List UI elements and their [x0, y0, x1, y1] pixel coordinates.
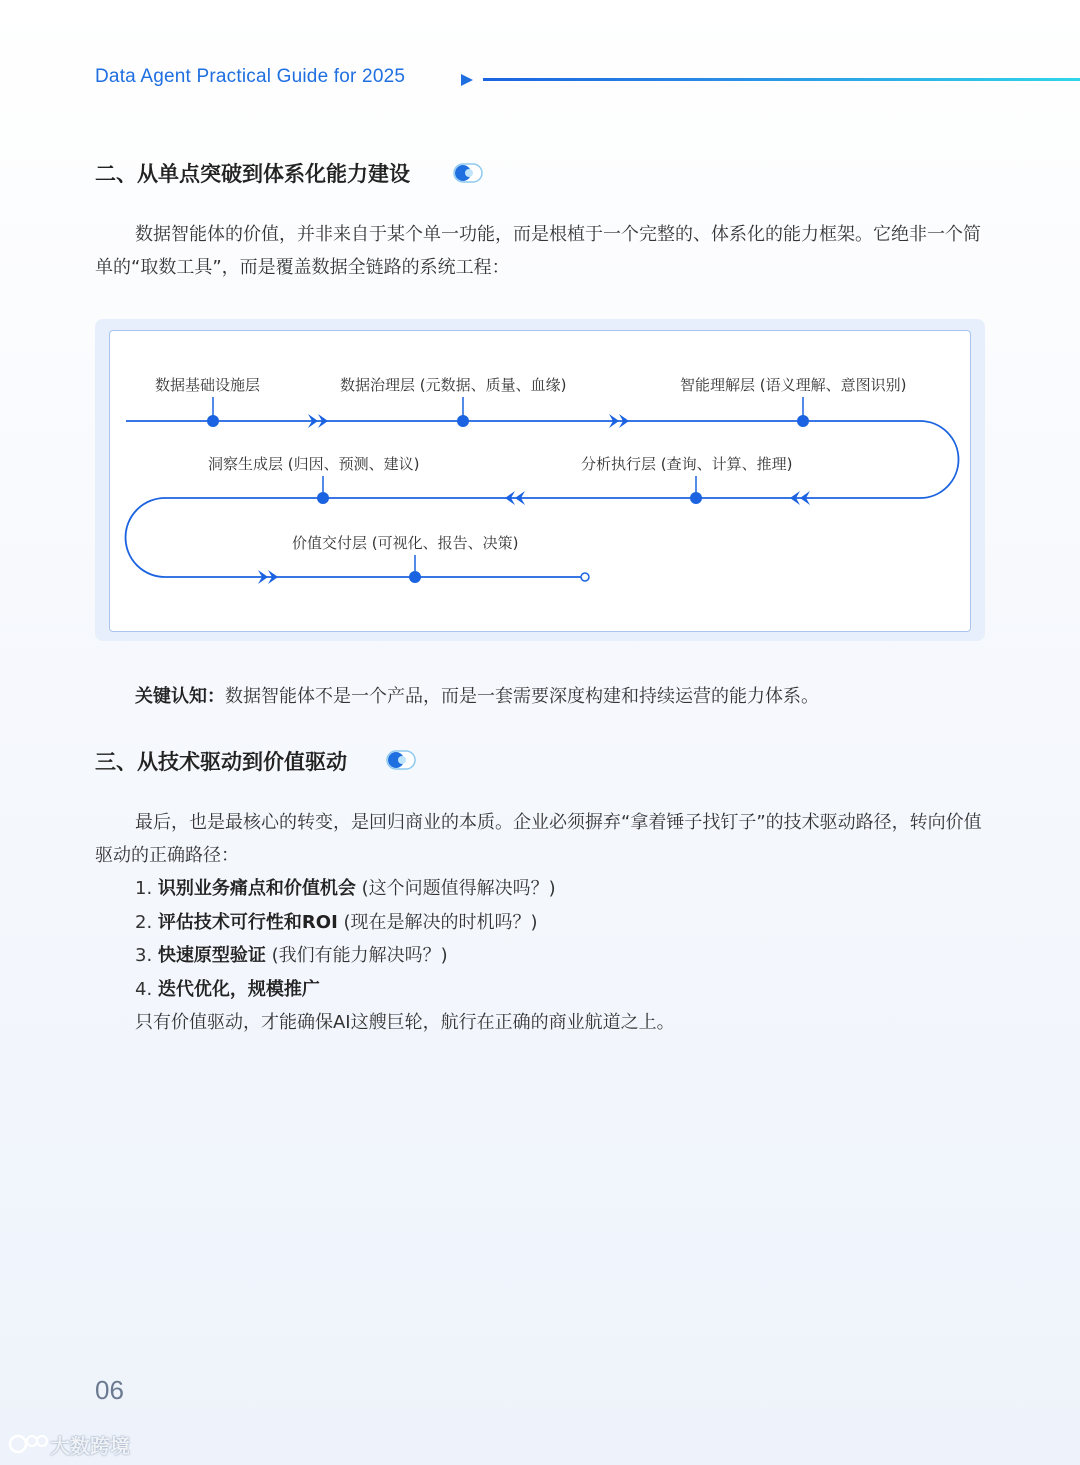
watermark-logo-icon — [8, 1432, 48, 1456]
toggle-icon — [386, 750, 416, 770]
layer-label: 数据基础设施层 — [155, 376, 261, 394]
header-divider — [483, 78, 1080, 81]
play-arrow-icon — [460, 73, 474, 87]
node-governance — [457, 415, 469, 427]
capability-diagram — [95, 319, 985, 641]
key-insight-text: 数据智能体不是一个产品，而是一套需要深度构建和持续运营的能力体系。 — [225, 686, 819, 707]
node-understanding — [797, 415, 809, 427]
watermark: 大数跨境 — [50, 1434, 130, 1458]
node-delivery — [409, 571, 421, 583]
node-analysis — [690, 492, 702, 504]
node-infrastructure — [207, 415, 219, 427]
key-insight-label: 关键认知： — [135, 686, 225, 707]
layer-label: 分析执行层 (查询、计算、推理) — [581, 455, 793, 473]
section3-title: 三、从技术驱动到价值驱动 — [95, 750, 347, 774]
diagram-panel — [109, 330, 971, 632]
layer-label: 洞察生成层 (归因、预测、建议) — [208, 455, 420, 473]
section2-title: 二、从单点突破到体系化能力建设 — [95, 162, 410, 186]
header-title: Data Agent Practical Guide for 2025 — [95, 66, 406, 87]
list-item: 4. 迭代优化，规模推广 — [135, 978, 320, 1000]
layer-label: 智能理解层 (语义理解、意图识别) — [680, 376, 907, 394]
section3-intro: 最后，也是最核心的转变，是回归商业的本质。企业必须摒弃“拿着锤子找钉子”的技术驱动路径，转向价值驱动的正确路径： — [95, 812, 982, 866]
list-item: 1. 识别业务痛点和价值机会 (这个问题值得解决吗？) — [135, 878, 556, 899]
layer-label: 数据治理层 (元数据、质量、血缘) — [340, 376, 567, 394]
key-insight — [135, 680, 819, 713]
value-steps-list — [135, 872, 675, 1040]
page-number: 06 — [95, 1375, 124, 1405]
layer-label: 价值交付层 (可视化、报告、决策) — [292, 534, 519, 552]
list-item: 2. 评估技术可行性和ROI (现在是解决的时机吗？) — [135, 911, 538, 933]
closing-line: 只有价值驱动，才能确保AI这艘巨轮，航行在正确的商业航道之上。 — [135, 1012, 675, 1033]
list-item: 3. 快速原型验证 (我们有能力解决吗？) — [135, 945, 448, 966]
section2-intro: 数据智能体的价值，并非来自于某个单一功能，而是根植于一个完整的、体系化的能力框架。它绝非一个简单的“取数工具”，而是覆盖数据全链路的系统工程： — [95, 224, 981, 278]
toggle-icon — [453, 163, 483, 183]
path-end-node — [581, 573, 589, 581]
node-insight — [317, 492, 329, 504]
